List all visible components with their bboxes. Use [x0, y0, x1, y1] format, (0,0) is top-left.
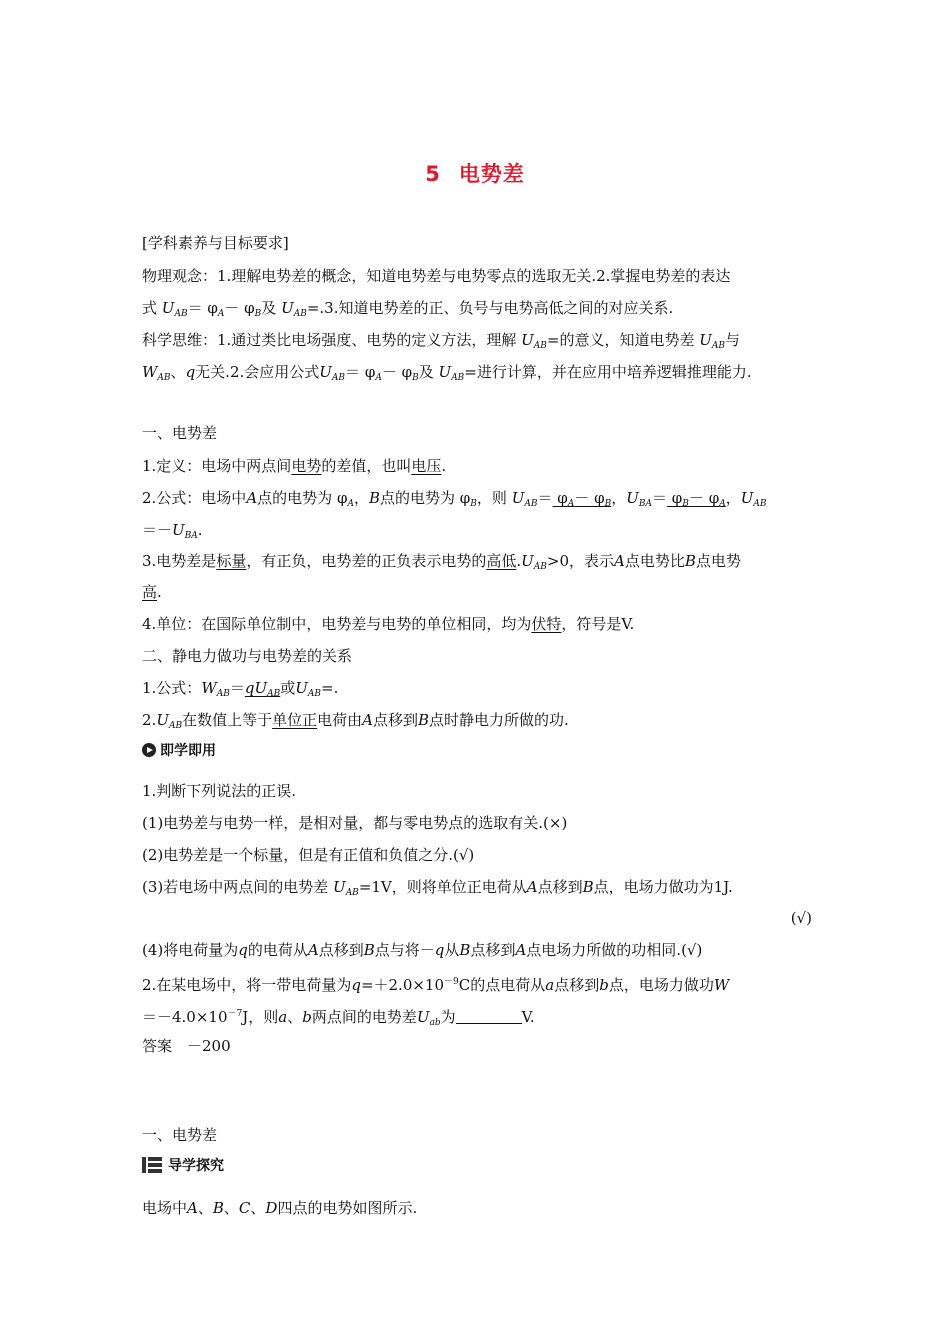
- physics-concept-line-1: 物理观念：1.理解电势差的概念，知道电势差与电势零点的选取无关.2.掌握电势差的表达: [142, 267, 731, 285]
- physics-concept-line-2: 式 $U_{AB}= \varphi_A- \varphi_B$及 $U_{AB}=.3$.知道电势差的正、负号与电势高低之间的对应关系.: [142, 299, 674, 319]
- scalar-line-1: 3.电势差是标量，有正负，电势差的正负表示电势的高低$.U_{AB}>0$，表示A点电势比B点电势: [142, 552, 741, 572]
- science-thinking-line-2: $W_{AB}$、q无关.2.会应用公式$U_{AB}= \varphi_A- \varphi_B$及 $U_{AB}=$进行计算，并在应用中培养逻辑推理能力.: [142, 363, 752, 383]
- explore-badge: 导学探究: [142, 1155, 224, 1175]
- section-heading-work-relation: 二、静电力做功与电势差的关系: [142, 647, 353, 665]
- explore-line: 电场中A、B、C、D四点的电势如图所示.: [142, 1199, 418, 1217]
- list-bars-icon: [142, 1157, 162, 1173]
- definition-line: 1.定义：电场中两点间电势的差值，也叫电压.: [142, 457, 447, 475]
- question-1: 1.判断下列说法的正误.: [142, 782, 297, 800]
- science-thinking-line-1: 科学思维：1.通过类比电场强度、电势的定义方法，理解 $U_{AB}=$的意义，知道电势差 $U_{AB}$与: [142, 331, 741, 351]
- relation-meaning-line: $2.U_{AB}$在数值上等于单位正电荷由A点移到B点时静电力所做的功.: [142, 711, 569, 731]
- scalar-line-2: 高.: [142, 583, 162, 601]
- answer-line: 答案 －200: [142, 1037, 231, 1055]
- title-text: 电势差: [458, 162, 525, 186]
- section-heading-potential-difference-2: 一、电势差: [142, 1126, 218, 1144]
- answer-blank: [456, 1009, 522, 1024]
- question-2-line-2: $=-4.0\times 10^{-7}J$，则a、b两点间的电势差$U_{ab}$为 V.: [142, 1008, 535, 1028]
- page-title: [0, 158, 950, 188]
- section-heading-potential-difference: 一、电势差: [142, 424, 218, 442]
- requirements-header: [学科素养与目标要求]: [142, 234, 289, 252]
- question-1-1: (1)电势差与电势一样，是相对量，都与零电势点的选取有关.(×): [142, 814, 568, 832]
- play-circle-icon: [142, 743, 156, 757]
- question-2-line-1: 2.在某电场中，将一带电荷量为$q=+2.0\times 10^{-9}C$的点电荷从a点移到b点，电场力做功W: [142, 976, 730, 994]
- title-number: 5: [425, 162, 441, 186]
- formula-line-2: $=-U_{BA}$.: [142, 521, 203, 541]
- question-1-4: (4)将电荷量为q的电荷从A点移到B点与将－q从B点移到A点电场力所做的功相同.(√): [142, 941, 703, 959]
- formula-line-1: 2.公式：电场中A点的电势为 $\varphi_A$，B点的电势为 $\varphi_B$，则 $U_{AB}= \varphi_A- \varphi_B$，$U_{BA}= \varphi_B- \varphi_A$，$U_{AB}$: [142, 489, 767, 509]
- practice-badge: 即学即用: [142, 740, 216, 760]
- unit-line: 4.单位：在国际单位制中，电势差与电势的单位相同，均为伏特，符号是V.: [142, 615, 635, 633]
- question-1-3: (3)若电场中两点间的电势差 $U_{AB}=1V$，则将单位正电荷从A点移到B点，电场力做功为1J.: [142, 878, 733, 898]
- relation-formula-line: 1.公式：$W_{AB}=qU_{AB}$或$U_{AB}=$.: [142, 679, 339, 699]
- question-1-3-mark: (√): [790, 909, 812, 927]
- question-1-2: (2)电势差是一个标量，但是有正值和负值之分.(√): [142, 846, 475, 864]
